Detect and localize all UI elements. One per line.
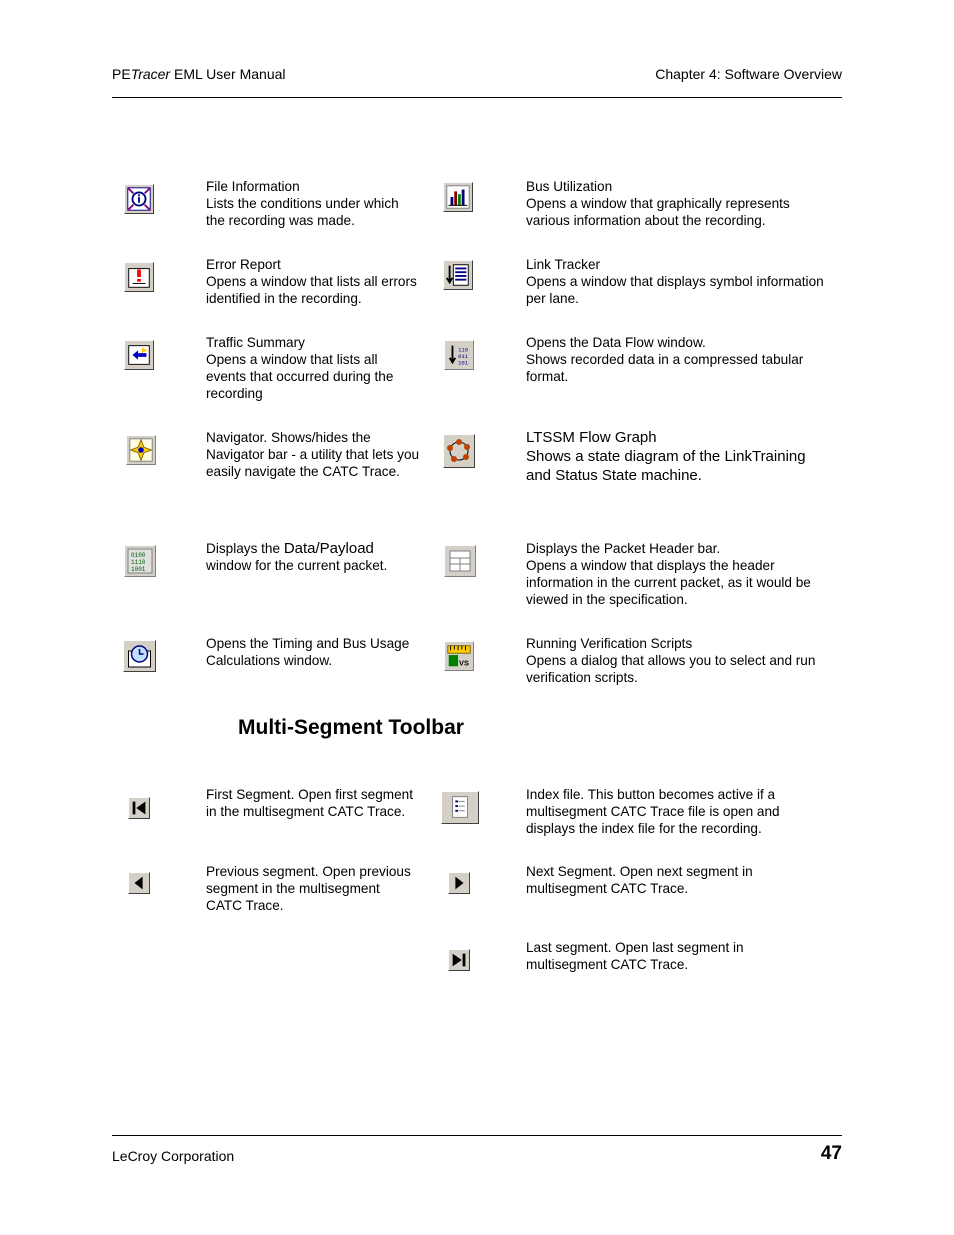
data-payload-label: Data/Payload: [283, 540, 374, 557]
desc-line: Shows a state diagram of the LinkTraining: [526, 448, 806, 465]
file-information-desc: [206, 178, 526, 229]
svg-text:1110: 1110: [131, 559, 146, 566]
desc-line: Opens a window that lists all: [206, 352, 378, 367]
desc-line: recording: [206, 386, 263, 401]
desc-line: Index file. This button becomes active if a: [526, 787, 776, 802]
chapter-title: Chapter 4: Software Overview: [655, 66, 842, 82]
link-tracker-desc: [526, 256, 842, 307]
data-flow-title: Opens the Data Flow window.: [526, 335, 706, 350]
desc-line: the recording was made.: [206, 213, 355, 228]
data-flow-icon[interactable]: [444, 340, 474, 370]
desc-line: Calculations window.: [206, 653, 333, 668]
ltssm-desc: [526, 428, 842, 485]
last-segment-desc: [526, 939, 842, 973]
index-file-icon[interactable]: [441, 791, 479, 824]
desc-line: per lane.: [526, 291, 579, 306]
index-file-desc: [526, 786, 842, 837]
verification-scripts-title: Running Verification Scripts: [526, 636, 693, 651]
previous-segment-icon[interactable]: [128, 872, 150, 894]
timing-desc: [206, 635, 426, 669]
desc-line: Opens a dialog that allows you to select and run: [526, 653, 816, 668]
desc-line: verification scripts.: [526, 670, 638, 685]
traffic-summary-desc: [206, 334, 526, 402]
desc-line: Opens a window that displays the header: [526, 558, 775, 573]
footer-rule: [112, 1135, 842, 1136]
desc-line: viewed in the specification.: [526, 592, 688, 607]
svg-text:011: 011: [458, 352, 469, 360]
desc-line: multisegment CATC Trace file is open and: [526, 804, 780, 819]
manual-title: PETracer EML User Manual: [112, 66, 286, 82]
desc-line: Previous segment. Open previous: [206, 864, 411, 879]
svg-text:110: 110: [458, 346, 469, 354]
desc-line: multisegment CATC Trace.: [526, 957, 689, 972]
desc-line: window for the current packet.: [206, 558, 388, 573]
first-segment-desc: [206, 786, 426, 820]
verification-scripts-desc: [526, 635, 842, 686]
last-segment-icon[interactable]: [448, 949, 470, 971]
timing-icon[interactable]: [123, 640, 156, 672]
traffic-summary-title: Traffic Summary: [206, 335, 305, 350]
data-payload-desc: [206, 540, 426, 574]
packet-header-desc: [526, 540, 842, 608]
desc-line: in the multisegment CATC Trace.: [206, 804, 406, 819]
data-flow-desc: [526, 334, 842, 385]
link-tracker-icon[interactable]: [443, 260, 473, 290]
previous-segment-desc: [206, 863, 426, 914]
error-report-title: Error Report: [206, 257, 281, 272]
header-rule: [112, 97, 842, 98]
packet-header-title: Displays the Packet Header bar.: [526, 541, 721, 556]
packet-header-icon[interactable]: [444, 545, 476, 577]
error-report-icon[interactable]: [124, 262, 154, 292]
desc-line: identified in the recording.: [206, 291, 362, 306]
desc-line: Shows recorded data in a compressed tabular: [526, 352, 804, 367]
section-title: Multi-Segment Toolbar: [238, 716, 464, 739]
desc-line: easily navigate the CATC Trace.: [206, 464, 400, 479]
desc-line: First Segment. Open first segment: [206, 787, 414, 802]
desc-line: Navigator bar - a utility that lets you: [206, 447, 420, 462]
next-segment-desc: [526, 863, 842, 897]
desc-line: Opens a window that displays symbol information: [526, 274, 824, 289]
bus-utilization-desc: [526, 178, 842, 229]
navigator-icon[interactable]: [126, 435, 156, 465]
bus-utilization-title: Bus Utilization: [526, 179, 613, 194]
desc-line: Opens a window that lists all errors: [206, 274, 417, 289]
desc-line: Lists the conditions under which: [206, 196, 399, 211]
desc-line: format.: [526, 369, 569, 384]
svg-text:1001: 1001: [131, 566, 146, 573]
file-information-title: File Information: [206, 179, 300, 194]
desc-line: Opens the Timing and Bus Usage: [206, 636, 410, 651]
error-report-desc: [206, 256, 526, 307]
info-icon[interactable]: [124, 184, 154, 214]
svg-text:101: 101: [458, 359, 469, 367]
desc-line: segment in the multisegment: [206, 881, 380, 896]
desc-line: displays the index file for the recording.: [526, 821, 762, 836]
first-segment-icon[interactable]: [128, 797, 150, 819]
svg-text:0100: 0100: [131, 552, 146, 559]
desc-line: Next Segment. Open next segment in: [526, 864, 753, 879]
link-tracker-title: Link Tracker: [526, 257, 601, 272]
desc-line: Opens a window that graphically represents: [526, 196, 790, 211]
desc-line: CATC Trace.: [206, 898, 284, 913]
desc-prefix: Displays the: [206, 541, 284, 556]
bar-chart-icon[interactable]: [443, 182, 473, 212]
page-number: 47: [820, 1143, 842, 1164]
desc-line: Navigator. Shows/hides the: [206, 430, 371, 445]
ltssm-title: LTSSM Flow Graph: [526, 429, 657, 446]
next-segment-icon[interactable]: [448, 872, 470, 894]
desc-line: and Status State machine.: [526, 467, 702, 484]
data-payload-icon[interactable]: [124, 545, 156, 577]
desc-line: various information about the recording.: [526, 213, 766, 228]
desc-line: multisegment CATC Trace.: [526, 881, 689, 896]
desc-line: Last segment. Open last segment in: [526, 940, 744, 955]
desc-line: information in the current packet, as it would be: [526, 575, 811, 590]
navigator-desc: [206, 429, 426, 480]
traffic-summary-icon[interactable]: [124, 340, 154, 370]
svg-text:VS: VS: [459, 658, 469, 668]
verification-script-icon[interactable]: [444, 641, 474, 671]
ltssm-icon[interactable]: [443, 434, 475, 468]
desc-line: events that occurred during the: [206, 369, 394, 384]
company-name: LeCroy Corporation: [112, 1148, 235, 1164]
